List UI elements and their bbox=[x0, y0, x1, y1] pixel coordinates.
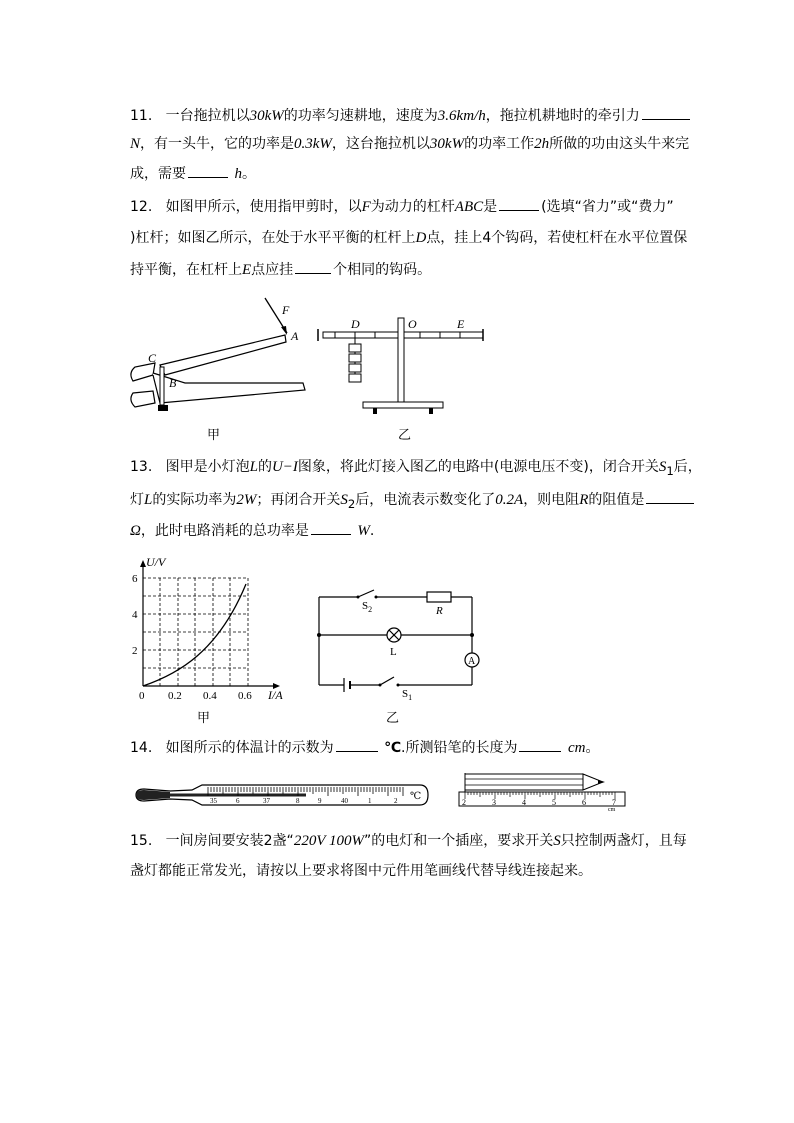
graph-grid bbox=[143, 578, 248, 686]
question-number: 15. bbox=[130, 833, 153, 849]
svg-text:37: 37 bbox=[263, 797, 270, 805]
label-S1: $S_1$ bbox=[402, 688, 413, 702]
fig-caption-jia: 甲 bbox=[207, 428, 221, 443]
svg-text:2: 2 bbox=[394, 797, 398, 805]
cm-unit: cm bbox=[608, 807, 616, 813]
x-tick: 0.2 bbox=[168, 690, 182, 702]
label-E: E bbox=[457, 317, 465, 331]
q11-line-2: N，有一头牛，它的功率是0.3kW，这台拖拉机以30kW的功率工作2h所做的功由这头牛来完 bbox=[130, 136, 690, 152]
celsius-unit: ℃ bbox=[410, 791, 422, 802]
x-axis-label: I/A bbox=[268, 688, 283, 702]
label-O: O bbox=[408, 317, 417, 331]
fig-caption-yi: 乙 bbox=[398, 428, 412, 443]
label-L: L bbox=[390, 646, 397, 658]
answer-blank[interactable] bbox=[295, 259, 331, 274]
x-tick: 0 bbox=[139, 690, 145, 702]
x-tick: 0.4 bbox=[203, 690, 217, 702]
svg-text:7: 7 bbox=[612, 798, 616, 807]
svg-text:6: 6 bbox=[582, 798, 586, 807]
y-tick: 6 bbox=[132, 573, 138, 585]
q12-line-1: 12. 如图甲所示，使用指甲剪时，以F为动力的杠杆ABC是 (选填“省力”或“费力” bbox=[130, 196, 674, 217]
question-number: 12. bbox=[130, 199, 153, 215]
q14-line-1: 14. 如图所示的体温计的示数为 ℃.所测铅笔的长度为 cm。 bbox=[130, 737, 599, 758]
svg-text:1: 1 bbox=[368, 797, 372, 805]
q13-line-2: 灯L的实际功率为2W；再闭合开关$S_2$后，电流表示数变化了0.2A，则电阻R的阻值是 bbox=[130, 489, 696, 514]
nail-clipper-figure bbox=[125, 295, 310, 425]
label-D: D bbox=[351, 317, 360, 331]
fig-caption-yi: 乙 bbox=[386, 711, 400, 726]
label-A: A bbox=[291, 329, 299, 343]
svg-text:2: 2 bbox=[462, 798, 466, 807]
answer-blank[interactable] bbox=[499, 196, 539, 211]
svg-text:5: 5 bbox=[552, 798, 556, 807]
svg-text:9: 9 bbox=[318, 797, 322, 805]
question-number: 11. bbox=[130, 108, 153, 124]
y-tick: 4 bbox=[132, 609, 138, 621]
q12-line-2: )杠杆；如图乙所示，在处于水平平衡的杠杆上D点，挂上4个钩码，若使杠杆在水平位置保 bbox=[130, 230, 688, 246]
thermometer-figure bbox=[130, 778, 430, 812]
svg-text:3: 3 bbox=[492, 798, 496, 807]
answer-blank[interactable] bbox=[646, 489, 694, 504]
label-B: B bbox=[169, 376, 177, 390]
y-tick: 2 bbox=[132, 645, 138, 657]
q12-line-3: 持平衡，在杠杆上E点应挂 个相同的钩码。 bbox=[130, 259, 431, 280]
svg-text:40: 40 bbox=[341, 797, 348, 805]
ruler-pencil-figure bbox=[455, 770, 630, 812]
q15-line-1: 15. 一间房间要安装2盏“220V 100W”的电灯和一个插座，要求开关S只控制两盏灯，且每 bbox=[130, 833, 687, 849]
label-F: F bbox=[282, 303, 290, 317]
ui-graph bbox=[128, 552, 298, 702]
ammeter-label: A bbox=[468, 656, 476, 667]
question-number: 13. bbox=[130, 459, 153, 475]
label-R: R bbox=[436, 605, 443, 617]
q11-line-1: 11. 一台拖拉机以30kW的功率匀速耕地，速度为3.6km/h，拖拉机耕地时的牵引力 bbox=[130, 105, 692, 126]
fig-caption-jia: 甲 bbox=[197, 711, 211, 726]
svg-text:35: 35 bbox=[210, 797, 217, 805]
answer-blank[interactable] bbox=[642, 105, 690, 120]
iv-curve bbox=[143, 584, 246, 686]
svg-text:6: 6 bbox=[236, 797, 240, 805]
lever-figure bbox=[315, 312, 490, 417]
q13-line-1: 13. 图甲是小灯泡L的U−I图象，将此灯接入图乙的电路中(电源电压不变)，闭合开关$S_1$后， bbox=[130, 459, 702, 478]
question-number: 14. bbox=[130, 740, 153, 756]
y-axis-label: U/V bbox=[146, 555, 166, 569]
q11-line-3: 成，需要 h。 bbox=[130, 163, 256, 184]
q15-line-2: 盏灯都能正常发光，请按以上要求将图中元件用笔画线代替导线连接起来。 bbox=[130, 863, 592, 879]
svg-text:8: 8 bbox=[296, 797, 300, 805]
q13-line-3: Ω，此时电路消耗的总功率是 W. bbox=[130, 520, 374, 541]
label-S2: $S_2$ bbox=[362, 600, 373, 614]
x-tick: 0.6 bbox=[238, 690, 252, 702]
answer-blank[interactable] bbox=[519, 737, 561, 752]
answer-blank[interactable] bbox=[311, 520, 351, 535]
label-C: C bbox=[148, 351, 157, 365]
svg-text:4: 4 bbox=[522, 798, 526, 807]
answer-blank[interactable] bbox=[188, 163, 228, 178]
answer-blank[interactable] bbox=[336, 737, 378, 752]
circuit-figure bbox=[312, 585, 480, 702]
